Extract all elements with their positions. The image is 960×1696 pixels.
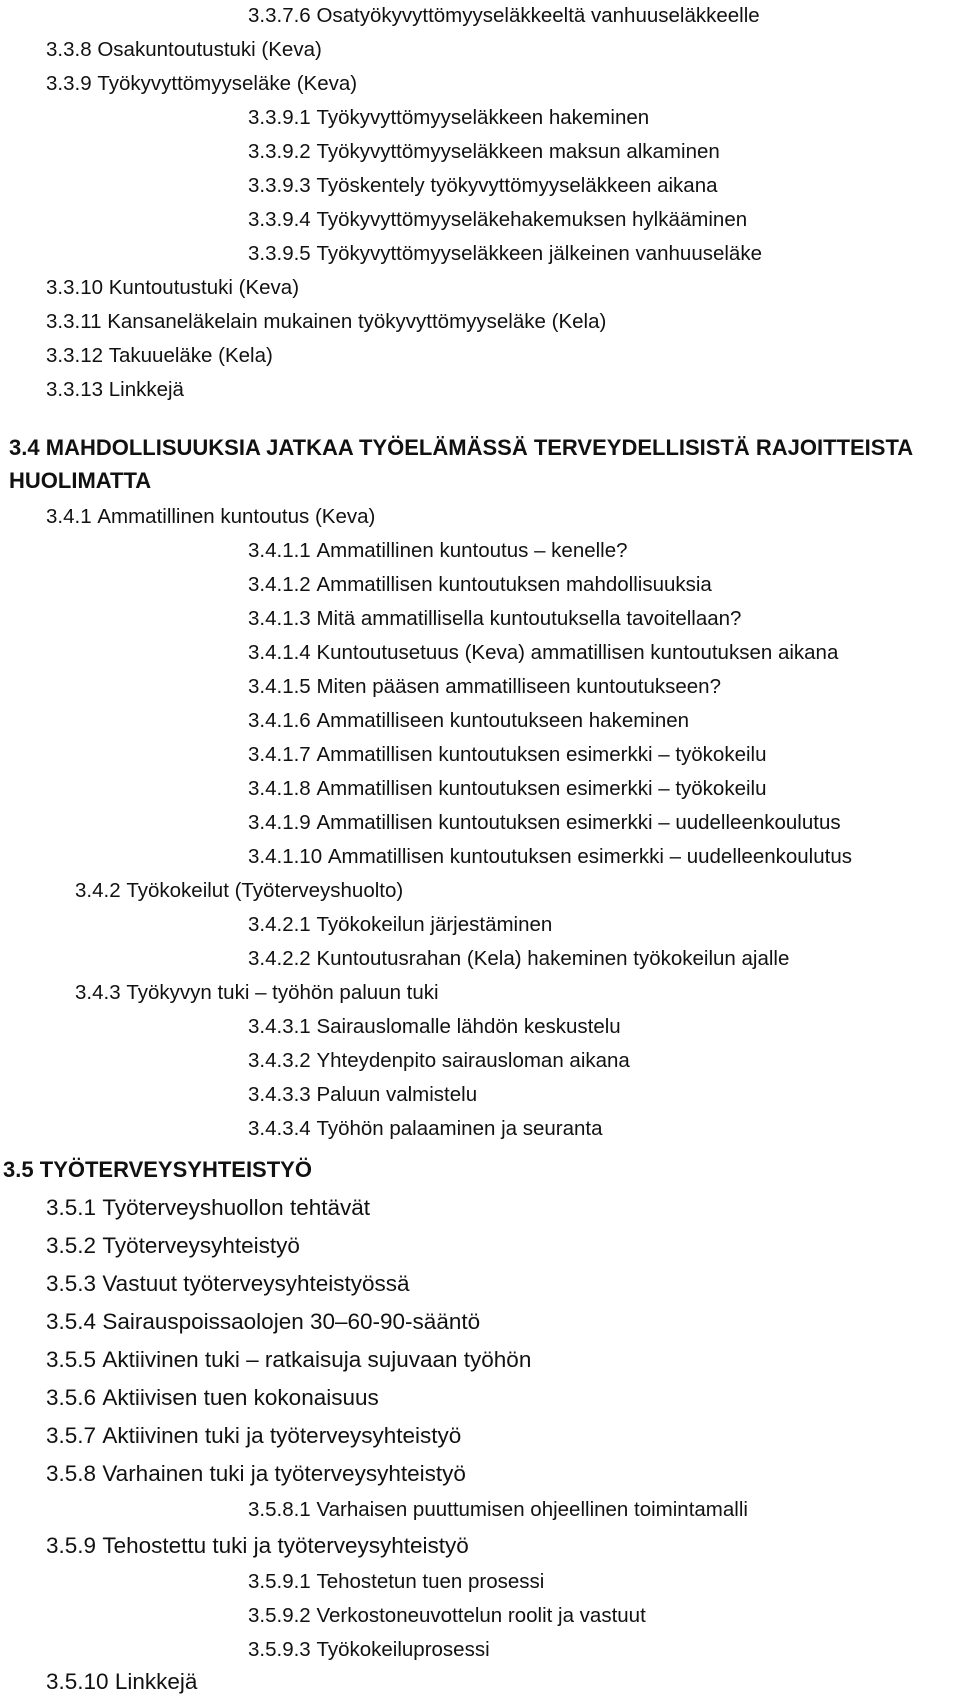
toc-number: 3.5.9.2 — [248, 1604, 311, 1627]
toc-title: Työterveyshuollon tehtävät — [102, 1195, 371, 1220]
toc-title: Työkyvyttömyyseläke (Keva) — [97, 72, 358, 95]
toc-title: Työkokeiluprosessi — [316, 1638, 490, 1661]
toc-title: Tehostetun tuen prosessi — [316, 1570, 545, 1593]
toc-entry-3-5-8[interactable] — [46, 1463, 466, 1486]
toc-entry-3-4-1-3[interactable] — [248, 609, 741, 630]
toc-entry-3-4-1-4[interactable] — [248, 643, 838, 664]
toc-number: 3.4 — [9, 435, 40, 460]
toc-entry-3-4[interactable] — [9, 431, 949, 497]
toc-title: Ammatillisen kuntoutuksen esimerkki – työkokeilu — [316, 777, 767, 800]
toc-entry-3-4-1-2[interactable] — [248, 575, 712, 596]
toc-title: Työkyvyttömyyseläkkeen maksun alkaminen — [316, 140, 720, 163]
toc-title: Vastuut työterveysyhteistyössä — [102, 1271, 410, 1296]
toc-title: Osakuntoutustuki (Keva) — [97, 38, 322, 61]
toc-number: 3.4.1.6 — [248, 709, 311, 732]
toc-number: 3.4.1.3 — [248, 607, 311, 630]
toc-entry-3-4-1-10[interactable] — [248, 847, 852, 868]
toc-title: Linkkejä — [114, 1669, 198, 1694]
toc-number: 3.4.1.4 — [248, 641, 311, 664]
toc-number: 3.4.2.2 — [248, 947, 311, 970]
toc-entry-3-4-3-2[interactable] — [248, 1051, 630, 1072]
toc-entry-3-5-4[interactable] — [46, 1311, 480, 1334]
toc-entry-3-3-12[interactable] — [46, 346, 273, 367]
toc-number: 3.3.12 — [46, 344, 103, 367]
toc-title: Työterveysyhteistyö — [102, 1233, 300, 1258]
toc-number: 3.5.5 — [46, 1347, 97, 1372]
toc-number: 3.4.1.8 — [248, 777, 311, 800]
toc-number: 3.4.3.1 — [248, 1015, 311, 1038]
toc-title: Ammatilliseen kuntoutukseen hakeminen — [316, 709, 690, 732]
toc-title: Miten pääsen ammatilliseen kuntoutukseen? — [316, 675, 721, 698]
toc-number: 3.4.3.2 — [248, 1049, 311, 1072]
toc-number: 3.5.2 — [46, 1233, 97, 1258]
toc-entry-3-5-7[interactable] — [46, 1425, 461, 1448]
toc-number: 3.3.9.5 — [248, 242, 311, 265]
toc-title: Mitä ammatillisella kuntoutuksella tavoitellaan? — [316, 607, 742, 630]
toc-number: 3.5.10 — [46, 1669, 109, 1694]
toc-title: Ammatillisen kuntoutuksen esimerkki – uudelleenkoulutus — [327, 845, 852, 868]
toc-title: Ammatillisen kuntoutuksen esimerkki – työkokeilu — [316, 743, 767, 766]
toc-title: Sairauslomalle lähdön keskustelu — [316, 1015, 621, 1038]
toc-title: Tehostettu tuki ja työterveysyhteistyö — [102, 1533, 469, 1558]
toc-entry-3-3-9-2[interactable] — [248, 142, 720, 163]
toc-entry-3-3-9[interactable] — [46, 74, 357, 95]
toc-number: 3.4.3.4 — [248, 1117, 311, 1140]
toc-number: 3.3.9.4 — [248, 208, 311, 231]
toc-entry-3-4-1-8[interactable] — [248, 779, 767, 800]
toc-number: 3.5.1 — [46, 1195, 97, 1220]
toc-number: 3.4.2.1 — [248, 913, 311, 936]
toc-number: 3.4.1.2 — [248, 573, 311, 596]
toc-title: Yhteydenpito sairausloman aikana — [316, 1049, 630, 1072]
toc-entry-3-5-9-2[interactable] — [248, 1606, 646, 1627]
toc-entry-3-3-9-5[interactable] — [248, 244, 762, 265]
toc-title: Työkyvyttömyyseläkkeen hakeminen — [316, 106, 650, 129]
toc-title: Varhaisen puuttumisen ohjeellinen toimintamalli — [316, 1498, 748, 1521]
toc-number: 3.5 — [3, 1157, 34, 1182]
toc-entry-3-4-3-1[interactable] — [248, 1017, 621, 1038]
toc-entry-3-5-9[interactable] — [46, 1535, 469, 1558]
toc-entry-3-5-1[interactable] — [46, 1197, 370, 1220]
toc-title: Osatyökyvyttömyyseläkkeeltä vanhuuseläkkeelle — [316, 4, 760, 27]
toc-title: TYÖTERVEYSYHTEISTYÖ — [39, 1157, 312, 1182]
toc-number: 3.5.8.1 — [248, 1498, 311, 1521]
toc-entry-3-4-3-4[interactable] — [248, 1119, 603, 1140]
toc-title: Työskentely työkyvyttömyyseläkkeen aikana — [316, 174, 718, 197]
toc-entry-3-3-8[interactable] — [46, 40, 322, 61]
toc-entry-3-3-9-3[interactable] — [248, 176, 718, 197]
toc-number: 3.3.13 — [46, 378, 103, 401]
toc-number: 3.4.1.10 — [248, 845, 323, 868]
toc-entry-3-4-2[interactable] — [75, 881, 403, 902]
toc-title: Työkokeilun järjestäminen — [316, 913, 553, 936]
toc-entry-3-5-2[interactable] — [46, 1235, 300, 1258]
toc-title: Aktiivisen tuen kokonaisuus — [102, 1385, 379, 1410]
toc-number: 3.3.7.6 — [248, 4, 311, 27]
toc-entry-3-5-3[interactable] — [46, 1273, 410, 1296]
toc-title: Työkyvyttömyyseläkehakemuksen hylkääminen — [316, 208, 748, 231]
toc-title: Ammatillinen kuntoutus – kenelle? — [316, 539, 628, 562]
toc-entry-3-5[interactable] — [3, 1159, 312, 1181]
toc-entry-3-4-1-5[interactable] — [248, 677, 721, 698]
toc-number: 3.3.10 — [46, 276, 103, 299]
toc-title: Ammatillisen kuntoutuksen esimerkki – uudelleenkoulutus — [316, 811, 841, 834]
toc-entry-3-4-1-7[interactable] — [248, 745, 767, 766]
toc-title: Verkostoneuvottelun roolit ja vastuut — [316, 1604, 646, 1627]
toc-entry-3-4-1[interactable] — [46, 507, 375, 528]
toc-number: 3.5.6 — [46, 1385, 97, 1410]
toc-entry-3-3-13[interactable] — [46, 380, 184, 401]
toc-entry-3-3-9-1[interactable] — [248, 108, 649, 129]
toc-number: 3.4.1.9 — [248, 811, 311, 834]
toc-title: Ammatillisen kuntoutuksen mahdollisuuksia — [316, 573, 712, 596]
toc-number: 3.4.3 — [75, 981, 121, 1004]
toc-number: 3.5.8 — [46, 1461, 97, 1486]
toc-number: 3.5.9.3 — [248, 1638, 311, 1661]
toc-number: 3.4.1.5 — [248, 675, 311, 698]
toc-entry-3-4-2-2[interactable] — [248, 949, 789, 970]
toc-number: 3.3.9 — [46, 72, 92, 95]
toc-entry-3-4-1-1[interactable] — [248, 541, 628, 562]
toc-number: 3.3.9.1 — [248, 106, 311, 129]
toc-number: 3.4.2 — [75, 879, 121, 902]
toc-title: Kuntoutusrahan (Kela) hakeminen työkokeilun ajalle — [316, 947, 790, 970]
toc-number: 3.5.7 — [46, 1423, 97, 1448]
toc-title: Takuueläke (Kela) — [108, 344, 273, 367]
toc-number: 3.3.9.3 — [248, 174, 311, 197]
toc-title: Varhainen tuki ja työterveysyhteistyö — [102, 1461, 466, 1486]
toc-entry-3-4-3[interactable] — [75, 983, 439, 1004]
toc-number: 3.4.1.7 — [248, 743, 311, 766]
toc-entry-3-3-9-4[interactable] — [248, 210, 747, 231]
toc-title: Työkyvyttömyyseläkkeen jälkeinen vanhuuseläke — [316, 242, 762, 265]
toc-title: Työkokeilut (Työterveyshuolto) — [126, 879, 404, 902]
toc-number: 3.3.9.2 — [248, 140, 311, 163]
toc-entry-3-3-10[interactable] — [46, 278, 299, 299]
toc-number: 3.5.4 — [46, 1309, 97, 1334]
toc-title: Kuntoutusetuus (Keva) ammatillisen kuntoutuksen aikana — [316, 641, 839, 664]
toc-entry-3-5-5[interactable] — [46, 1349, 531, 1372]
toc-title: Ammatillinen kuntoutus (Keva) — [97, 505, 376, 528]
toc-number: 3.4.1.1 — [248, 539, 311, 562]
toc-entry-3-5-6[interactable] — [46, 1387, 379, 1410]
toc-entry-3-5-9-3[interactable] — [248, 1640, 490, 1661]
toc-title: Kuntoutustuki (Keva) — [108, 276, 300, 299]
toc-title: Linkkejä — [108, 378, 184, 401]
toc-entry-3-5-10[interactable] — [46, 1671, 197, 1694]
toc-title: Aktiivinen tuki – ratkaisuja sujuvaan työhön — [102, 1347, 532, 1372]
toc-number: 3.5.9.1 — [248, 1570, 311, 1593]
toc-title: Työkyvyn tuki – työhön paluun tuki — [126, 981, 439, 1004]
toc-entry-3-3-7-6[interactable] — [248, 6, 760, 27]
toc-title: Paluun valmistelu — [316, 1083, 478, 1106]
toc-title: Aktiivinen tuki ja työterveysyhteistyö — [102, 1423, 462, 1448]
toc-title: MAHDOLLISUUKSIA JATKAA TYÖELÄMÄSSÄ TERVEYDELLISISTÄ RAJOITTEISTA HUOLIMATTA — [9, 435, 913, 493]
toc-entry-3-4-2-1[interactable] — [248, 915, 552, 936]
toc-entry-3-4-1-9[interactable] — [248, 813, 841, 834]
toc-title: Sairauspoissaolojen 30–60-90-sääntö — [102, 1309, 481, 1334]
toc-number: 3.5.3 — [46, 1271, 97, 1296]
toc-entry-3-4-1-6[interactable] — [248, 711, 689, 732]
toc-entry-3-5-9-1[interactable] — [248, 1572, 544, 1593]
toc-title: Kansaneläkelain mukainen työkyvyttömyyseläke (Kela) — [107, 310, 607, 333]
toc-entry-3-4-3-3[interactable] — [248, 1085, 477, 1106]
toc-title: Työhön palaaminen ja seuranta — [316, 1117, 603, 1140]
toc-number: 3.4.1 — [46, 505, 92, 528]
toc-entry-3-3-11[interactable] — [46, 312, 606, 333]
toc-number: 3.5.9 — [46, 1533, 97, 1558]
toc-number: 3.4.3.3 — [248, 1083, 311, 1106]
toc-number: 3.3.11 — [46, 310, 102, 333]
toc-number: 3.3.8 — [46, 38, 92, 61]
toc-entry-3-5-8-1[interactable] — [248, 1500, 748, 1521]
